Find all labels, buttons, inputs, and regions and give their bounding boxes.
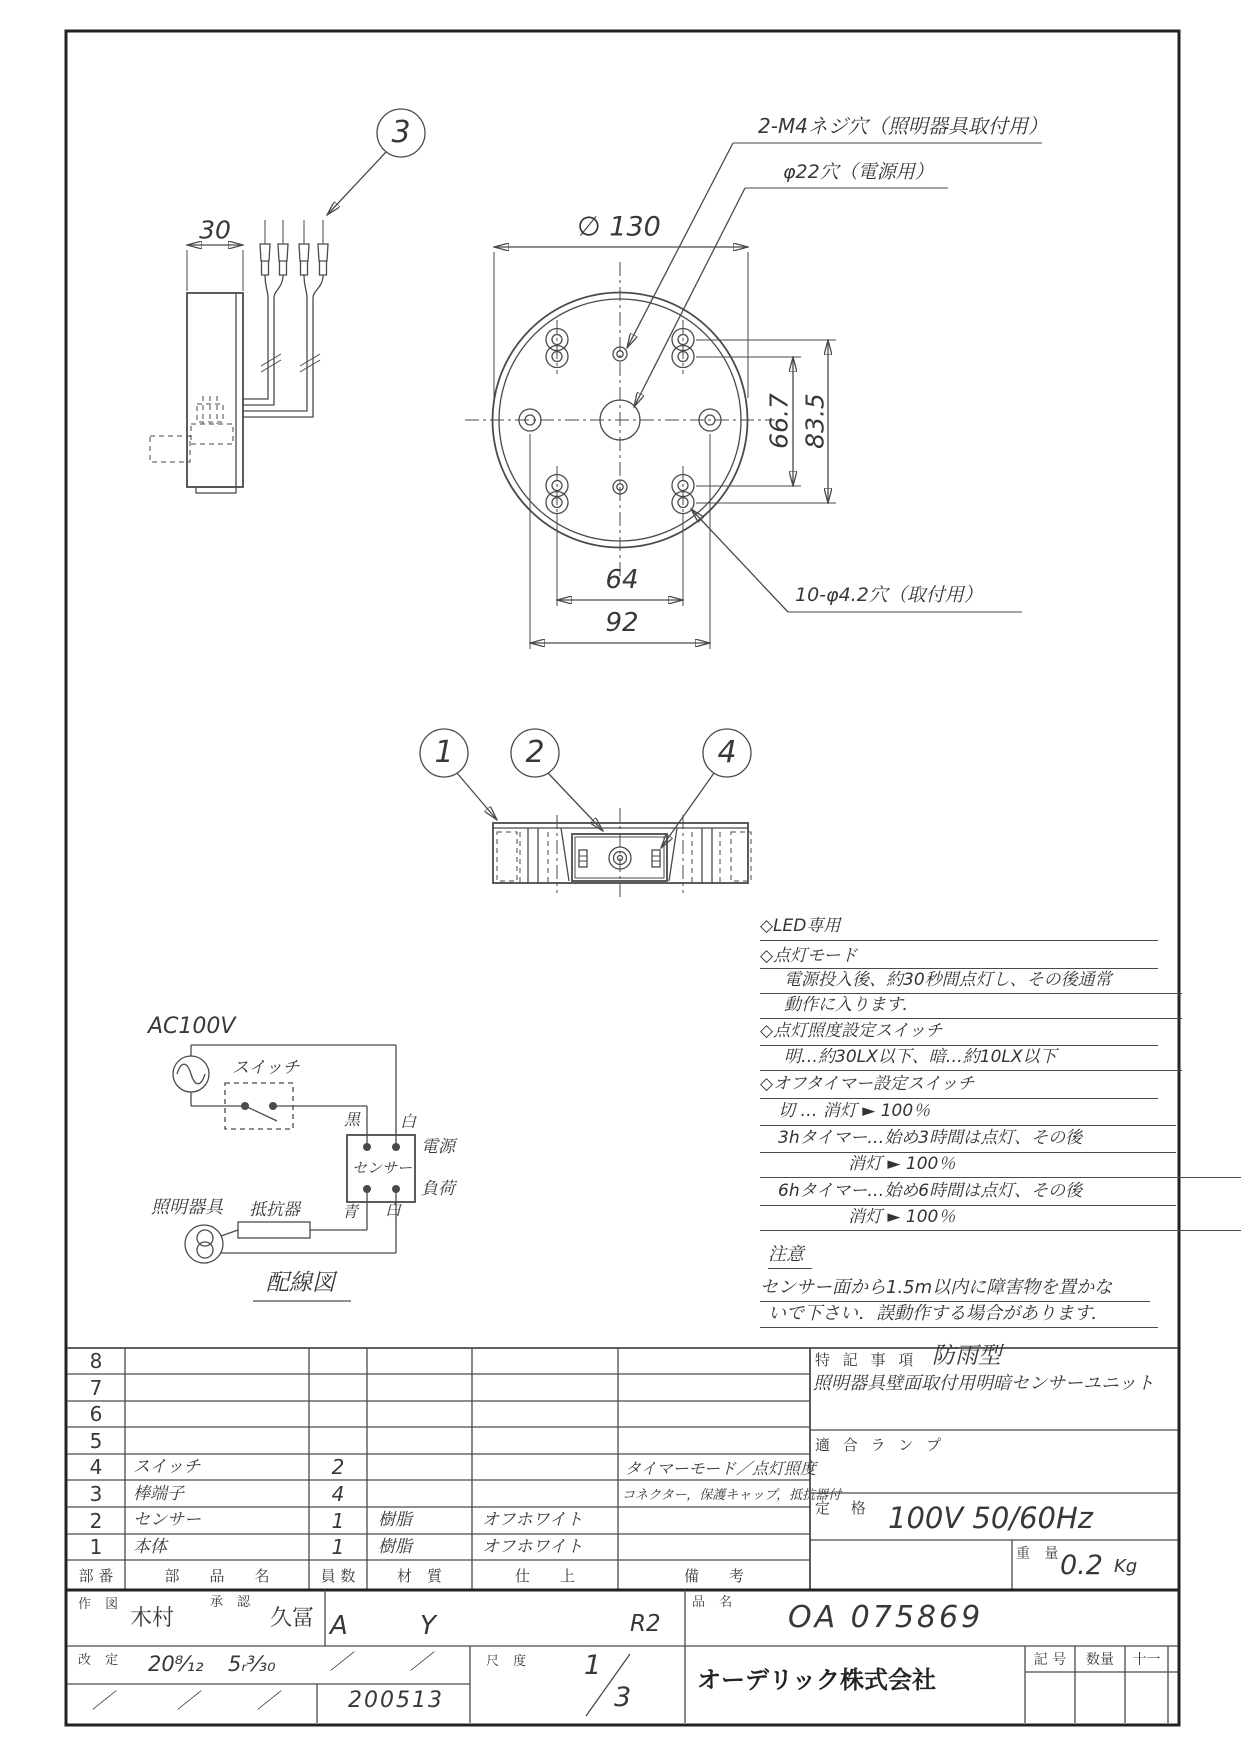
wiring-source-label: AC100V — [148, 1014, 236, 1039]
spec-line: 6hタイマー…始め6時間は点灯、その後 — [760, 1179, 1176, 1206]
revision-date-1: 20⁸⁄₁₂ — [148, 1652, 204, 1676]
stamp-y: Y — [420, 1611, 436, 1641]
part-qty: 1 — [331, 1535, 345, 1559]
spec-line: 3hタイマー…始め3時間は点灯、その後 — [760, 1126, 1176, 1153]
part-remarks: コネクター，保護キャップ，抵抗器付 — [622, 1488, 842, 1503]
spec-line: ◇オフタイマー設定スイッチ — [760, 1072, 1158, 1099]
note-line: センサー面から1.5m以内に障害物を置かな — [760, 1276, 1150, 1302]
scale-numerator: 1 — [584, 1650, 602, 1681]
product-name-label: 品 名 — [692, 1595, 738, 1610]
wiring-switch-label: スイッチ — [232, 1058, 300, 1078]
part-name: 本体 — [133, 1537, 167, 1557]
juichi-header: 十一 — [1132, 1652, 1161, 1668]
spec-line: 消灯 ► 100％ — [760, 1205, 1241, 1231]
rating-label: 定 格 — [815, 1499, 874, 1517]
part-row-no: 8 — [89, 1349, 103, 1373]
note-title: 注意 — [768, 1243, 812, 1269]
part-name: 棒端子 — [133, 1484, 184, 1504]
spec-line: ◇LED専用 — [760, 914, 1158, 941]
scale-label: 尺 度 — [486, 1654, 532, 1669]
weight-value: 0.2 — [1060, 1550, 1103, 1581]
doc-number: 200513 — [348, 1688, 444, 1713]
special-notes-label: 特 記 事 項 — [815, 1351, 918, 1369]
header-finish: 仕 上 — [514, 1566, 575, 1585]
spec-line: 消灯 ► 100％ — [760, 1152, 1241, 1178]
callout-4: 4 — [717, 735, 737, 770]
callout-2: 2 — [525, 735, 545, 770]
dim-92: 92 — [605, 608, 639, 638]
part-remarks: タイマーモード／点灯照度 — [625, 1459, 817, 1478]
drawn-by-value: 木村 — [130, 1606, 175, 1631]
part-finish: オフホワイト — [482, 1537, 583, 1557]
dim-66-7: 66.7 — [764, 393, 794, 449]
dim-64: 64 — [605, 565, 639, 595]
drawn-by-label: 作 図 — [78, 1597, 124, 1612]
company-name: オーデリック株式会社 — [697, 1666, 937, 1694]
callout-1: 1 — [434, 735, 454, 770]
part-material: 樹脂 — [378, 1510, 412, 1530]
part-row-no: 5 — [89, 1428, 103, 1453]
part-row-no: 4 — [89, 1455, 103, 1479]
part-row-no: 7 — [89, 1375, 103, 1400]
spec-line: ◇点灯照度設定スイッチ — [760, 1019, 1158, 1046]
dim-dia-130: ∅ 130 — [577, 211, 661, 243]
leader-lines — [627, 143, 1042, 612]
callout-3: 3 — [391, 115, 411, 150]
rating-value: 100V 50/60Hz — [888, 1501, 1094, 1535]
spec-line: 動作に入ります． — [760, 993, 1182, 1019]
wiring-load-label: 負荷 — [421, 1179, 455, 1199]
revision-slash: ／ — [92, 1689, 113, 1713]
revision-slash: ／ — [177, 1689, 198, 1713]
revision-code: R2 — [630, 1611, 661, 1637]
symbol-header: 記 号 — [1033, 1652, 1067, 1668]
wiring-diagram-title: 配線図 — [266, 1270, 335, 1296]
scale-denominator: 3 — [614, 1682, 632, 1713]
label-m4-holes: 2-M4ネジ穴（照明器具取付用） — [758, 114, 1048, 138]
wiring-fixture-label: 照明器具 — [151, 1197, 223, 1218]
dim-width-30: 30 — [199, 215, 231, 245]
revision-label: 改 定 — [78, 1653, 124, 1668]
side-view-lines — [150, 109, 425, 493]
spec-line: 明…約30LX以下、暗…約10LX以下 — [760, 1045, 1182, 1071]
applicable-lamp-label: 適 合 ラ ン プ — [815, 1436, 946, 1454]
part-material: 樹脂 — [378, 1537, 412, 1557]
special-notes-value: 防雨型 — [932, 1343, 1001, 1369]
stamp-a: A — [330, 1611, 348, 1641]
part-finish: オフホワイト — [482, 1510, 583, 1530]
spec-line: 切 … 消灯 ► 100％ — [760, 1099, 1176, 1126]
quantity-header: 数量 — [1086, 1652, 1114, 1668]
header-material: 材 質 — [396, 1566, 442, 1585]
revision-date-2: 5ᵣ³⁄₃₀ — [228, 1652, 276, 1676]
label-mount-holes: 10-φ4.2穴（取付用） — [795, 584, 983, 606]
note-line: いで下さい．誤動作する場合があります． — [760, 1302, 1158, 1328]
revision-slash: ／ — [330, 1650, 351, 1674]
header-part-name: 部 品 名 — [164, 1566, 270, 1585]
approved-by-label: 承 認 — [210, 1595, 256, 1610]
product-name-value: OA 075869 — [788, 1600, 984, 1635]
part-name: スイッチ — [133, 1457, 201, 1477]
weight-unit: Kg — [1114, 1556, 1138, 1577]
part-name: センサー — [133, 1510, 201, 1530]
front-view-lines — [465, 262, 775, 578]
part-qty: 4 — [331, 1481, 345, 1506]
wiring-sensor-label: センサー — [352, 1159, 413, 1177]
weight-label: 重 量 — [1016, 1546, 1064, 1562]
part-qty: 1 — [331, 1508, 345, 1533]
header-qty: 員 数 — [320, 1566, 356, 1585]
bottom-view-lines — [420, 729, 751, 899]
revision-slash: ／ — [257, 1689, 278, 1713]
part-row-no: 6 — [89, 1402, 103, 1426]
special-notes-line2: 照明器具壁面取付用明暗センサーユニット — [813, 1373, 1155, 1394]
wiring-blue-label: 青 — [342, 1202, 359, 1221]
wiring-power-label: 電源 — [421, 1137, 455, 1157]
part-row-no: 3 — [89, 1481, 103, 1506]
approved-by-value: 久冨 — [270, 1606, 315, 1631]
revision-slash: ／ — [410, 1650, 431, 1674]
wiring-white-top-label: 白 — [400, 1112, 417, 1131]
dim-83-5: 83.5 — [800, 393, 830, 449]
part-row-no: 1 — [89, 1535, 103, 1559]
spec-line: 電源投入後、約30秒間点灯し、その後通常 — [760, 968, 1182, 994]
header-part-no: 部 番 — [78, 1566, 114, 1585]
wiring-white-bottom-label: 白 — [385, 1200, 402, 1219]
wiring-black-label: 黒 — [344, 1110, 361, 1129]
label-power-hole: φ22穴（電源用） — [783, 161, 934, 183]
header-remarks: 備 考 — [683, 1566, 744, 1585]
wiring-resistor-label: 抵抗器 — [249, 1200, 300, 1220]
part-row-no: 2 — [89, 1508, 103, 1533]
spec-line: ◇点灯モード — [760, 944, 1158, 969]
part-qty: 2 — [331, 1455, 345, 1479]
